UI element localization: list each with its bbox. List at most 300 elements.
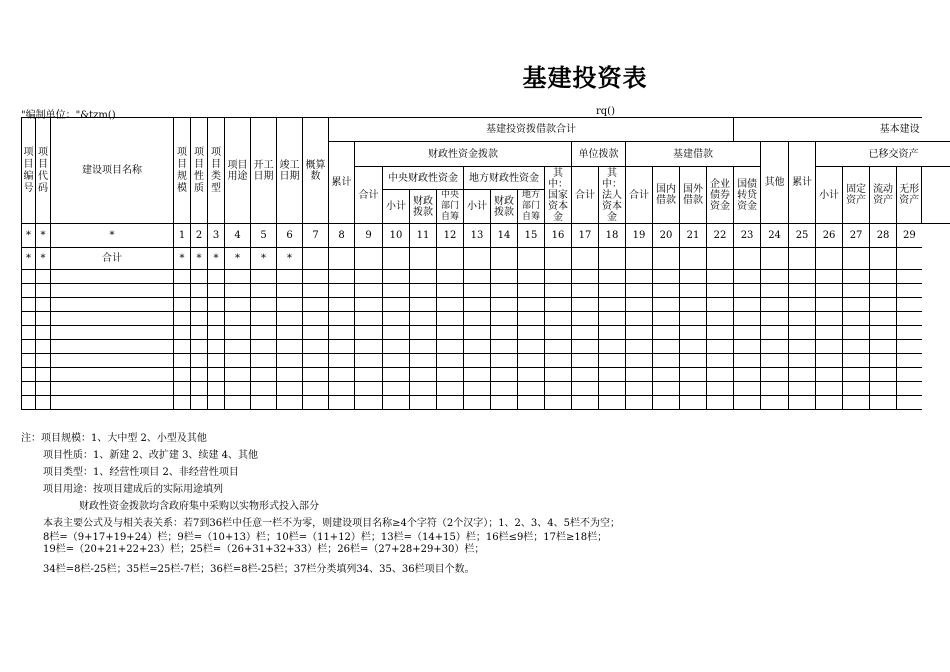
total-cell[interactable] xyxy=(329,248,355,270)
total-cell[interactable] xyxy=(680,248,707,270)
data-cell[interactable] xyxy=(734,298,761,312)
data-cell[interactable] xyxy=(816,382,843,396)
data-cell[interactable] xyxy=(36,298,51,312)
data-cell[interactable] xyxy=(870,368,897,382)
data-cell[interactable] xyxy=(572,298,599,312)
total-cell[interactable]: * xyxy=(191,248,208,270)
data-cell[interactable] xyxy=(191,354,208,368)
data-cell[interactable] xyxy=(225,340,251,354)
data-cell[interactable] xyxy=(22,270,36,284)
data-cell[interactable] xyxy=(518,312,545,326)
data-cell[interactable] xyxy=(789,312,816,326)
data-cell[interactable] xyxy=(870,326,897,340)
total-cell[interactable]: * xyxy=(277,248,303,270)
data-cell[interactable] xyxy=(277,368,303,382)
data-cell[interactable] xyxy=(329,312,355,326)
data-cell[interactable] xyxy=(518,270,545,284)
data-cell[interactable] xyxy=(734,270,761,284)
data-cell[interactable] xyxy=(572,326,599,340)
data-cell[interactable] xyxy=(707,382,734,396)
data-cell[interactable] xyxy=(816,396,843,410)
data-cell[interactable] xyxy=(491,382,518,396)
data-cell[interactable] xyxy=(789,270,816,284)
data-cell[interactable] xyxy=(410,396,437,410)
data-cell[interactable] xyxy=(36,368,51,382)
data-cell[interactable] xyxy=(707,312,734,326)
data-cell[interactable] xyxy=(225,396,251,410)
data-cell[interactable] xyxy=(410,354,437,368)
data-cell[interactable] xyxy=(599,298,626,312)
data-cell[interactable] xyxy=(277,298,303,312)
data-cell[interactable] xyxy=(383,396,410,410)
data-cell[interactable] xyxy=(789,382,816,396)
data-cell[interactable] xyxy=(174,298,191,312)
data-cell[interactable] xyxy=(653,354,680,368)
total-cell[interactable] xyxy=(843,248,870,270)
total-cell[interactable] xyxy=(355,248,383,270)
data-cell[interactable] xyxy=(897,270,922,284)
data-cell[interactable] xyxy=(518,396,545,410)
data-cell[interactable] xyxy=(761,284,789,298)
data-cell[interactable] xyxy=(734,354,761,368)
data-cell[interactable] xyxy=(843,396,870,410)
data-cell[interactable] xyxy=(789,396,816,410)
data-cell[interactable] xyxy=(572,312,599,326)
total-cell[interactable] xyxy=(816,248,843,270)
data-cell[interactable] xyxy=(518,326,545,340)
data-cell[interactable] xyxy=(36,382,51,396)
data-cell[interactable] xyxy=(491,270,518,284)
total-cell[interactable] xyxy=(761,248,789,270)
data-cell[interactable] xyxy=(174,396,191,410)
total-cell[interactable] xyxy=(303,248,329,270)
data-cell[interactable] xyxy=(329,326,355,340)
data-cell[interactable] xyxy=(51,396,174,410)
data-cell[interactable] xyxy=(518,368,545,382)
data-cell[interactable] xyxy=(491,298,518,312)
data-cell[interactable] xyxy=(225,270,251,284)
data-cell[interactable] xyxy=(51,326,174,340)
data-cell[interactable] xyxy=(761,354,789,368)
data-cell[interactable] xyxy=(251,270,277,284)
data-cell[interactable] xyxy=(437,354,464,368)
data-cell[interactable] xyxy=(870,340,897,354)
total-cell[interactable] xyxy=(734,248,761,270)
data-cell[interactable] xyxy=(410,368,437,382)
data-cell[interactable] xyxy=(36,340,51,354)
data-cell[interactable] xyxy=(491,396,518,410)
data-cell[interactable] xyxy=(897,396,922,410)
data-cell[interactable] xyxy=(277,326,303,340)
data-cell[interactable] xyxy=(599,340,626,354)
data-cell[interactable] xyxy=(680,284,707,298)
data-cell[interactable] xyxy=(897,340,922,354)
data-cell[interactable] xyxy=(383,298,410,312)
data-cell[interactable] xyxy=(410,312,437,326)
total-cell[interactable] xyxy=(653,248,680,270)
data-cell[interactable] xyxy=(789,284,816,298)
data-cell[interactable] xyxy=(843,270,870,284)
data-cell[interactable] xyxy=(355,396,383,410)
data-cell[interactable] xyxy=(277,382,303,396)
data-cell[interactable] xyxy=(680,312,707,326)
data-cell[interactable] xyxy=(626,368,653,382)
data-cell[interactable] xyxy=(572,368,599,382)
data-cell[interactable] xyxy=(761,326,789,340)
data-cell[interactable] xyxy=(761,312,789,326)
data-cell[interactable] xyxy=(653,284,680,298)
data-cell[interactable] xyxy=(251,298,277,312)
data-cell[interactable] xyxy=(36,312,51,326)
data-cell[interactable] xyxy=(707,270,734,284)
data-cell[interactable] xyxy=(225,368,251,382)
data-cell[interactable] xyxy=(174,284,191,298)
data-cell[interactable] xyxy=(491,368,518,382)
data-cell[interactable] xyxy=(383,354,410,368)
data-cell[interactable] xyxy=(225,298,251,312)
data-cell[interactable] xyxy=(843,326,870,340)
data-cell[interactable] xyxy=(355,368,383,382)
data-cell[interactable] xyxy=(572,354,599,368)
data-cell[interactable] xyxy=(251,326,277,340)
total-cell[interactable]: * xyxy=(251,248,277,270)
data-cell[interactable] xyxy=(191,284,208,298)
data-cell[interactable] xyxy=(897,284,922,298)
data-cell[interactable] xyxy=(329,368,355,382)
data-cell[interactable] xyxy=(545,270,572,284)
data-cell[interactable] xyxy=(816,284,843,298)
data-cell[interactable] xyxy=(277,284,303,298)
total-cell[interactable] xyxy=(383,248,410,270)
data-cell[interactable] xyxy=(626,312,653,326)
data-cell[interactable] xyxy=(437,326,464,340)
data-cell[interactable] xyxy=(816,340,843,354)
data-cell[interactable] xyxy=(437,368,464,382)
data-cell[interactable] xyxy=(653,368,680,382)
data-cell[interactable] xyxy=(329,270,355,284)
data-cell[interactable] xyxy=(208,396,225,410)
data-cell[interactable] xyxy=(707,340,734,354)
data-cell[interactable] xyxy=(653,396,680,410)
data-cell[interactable] xyxy=(653,340,680,354)
data-cell[interactable] xyxy=(870,298,897,312)
total-cell[interactable] xyxy=(572,248,599,270)
data-cell[interactable] xyxy=(191,382,208,396)
data-cell[interactable] xyxy=(545,284,572,298)
data-cell[interactable] xyxy=(653,382,680,396)
data-cell[interactable] xyxy=(251,368,277,382)
data-cell[interactable] xyxy=(843,298,870,312)
data-cell[interactable] xyxy=(545,340,572,354)
data-cell[interactable] xyxy=(464,354,491,368)
data-cell[interactable] xyxy=(870,270,897,284)
data-cell[interactable] xyxy=(51,284,174,298)
data-cell[interactable] xyxy=(225,382,251,396)
data-cell[interactable] xyxy=(437,382,464,396)
total-cell[interactable] xyxy=(897,248,922,270)
data-cell[interactable] xyxy=(599,368,626,382)
data-cell[interactable] xyxy=(761,298,789,312)
data-cell[interactable] xyxy=(329,382,355,396)
data-cell[interactable] xyxy=(626,340,653,354)
data-cell[interactable] xyxy=(208,270,225,284)
data-cell[interactable] xyxy=(734,382,761,396)
data-cell[interactable] xyxy=(191,312,208,326)
data-cell[interactable] xyxy=(680,368,707,382)
data-cell[interactable] xyxy=(225,312,251,326)
data-cell[interactable] xyxy=(653,326,680,340)
total-cell[interactable]: * xyxy=(36,248,51,270)
data-cell[interactable] xyxy=(36,270,51,284)
data-cell[interactable] xyxy=(174,270,191,284)
data-cell[interactable] xyxy=(383,270,410,284)
data-cell[interactable] xyxy=(843,312,870,326)
data-cell[interactable] xyxy=(329,396,355,410)
data-cell[interactable] xyxy=(464,298,491,312)
data-cell[interactable] xyxy=(277,396,303,410)
total-cell[interactable] xyxy=(545,248,572,270)
data-cell[interactable] xyxy=(599,354,626,368)
data-cell[interactable] xyxy=(545,298,572,312)
data-cell[interactable] xyxy=(383,326,410,340)
data-cell[interactable] xyxy=(626,382,653,396)
data-cell[interactable] xyxy=(355,326,383,340)
data-cell[interactable] xyxy=(761,382,789,396)
data-cell[interactable] xyxy=(22,326,36,340)
data-cell[interactable] xyxy=(599,326,626,340)
data-cell[interactable] xyxy=(251,340,277,354)
data-cell[interactable] xyxy=(789,340,816,354)
data-cell[interactable] xyxy=(437,270,464,284)
data-cell[interactable] xyxy=(36,326,51,340)
data-cell[interactable] xyxy=(843,354,870,368)
data-cell[interactable] xyxy=(707,298,734,312)
data-cell[interactable] xyxy=(491,354,518,368)
data-cell[interactable] xyxy=(707,396,734,410)
data-cell[interactable] xyxy=(355,270,383,284)
data-cell[interactable] xyxy=(355,340,383,354)
data-cell[interactable] xyxy=(653,270,680,284)
data-cell[interactable] xyxy=(518,284,545,298)
data-cell[interactable] xyxy=(680,354,707,368)
data-cell[interactable] xyxy=(464,284,491,298)
total-cell[interactable] xyxy=(707,248,734,270)
data-cell[interactable] xyxy=(464,270,491,284)
data-cell[interactable] xyxy=(599,396,626,410)
total-cell[interactable] xyxy=(437,248,464,270)
data-cell[interactable] xyxy=(870,312,897,326)
data-cell[interactable] xyxy=(303,396,329,410)
data-cell[interactable] xyxy=(383,340,410,354)
data-cell[interactable] xyxy=(36,396,51,410)
data-cell[interactable] xyxy=(410,382,437,396)
data-cell[interactable] xyxy=(208,312,225,326)
data-cell[interactable] xyxy=(464,340,491,354)
data-cell[interactable] xyxy=(680,396,707,410)
data-cell[interactable] xyxy=(843,368,870,382)
data-cell[interactable] xyxy=(464,312,491,326)
data-cell[interactable] xyxy=(410,326,437,340)
data-cell[interactable] xyxy=(191,340,208,354)
data-cell[interactable] xyxy=(437,312,464,326)
data-cell[interactable] xyxy=(191,326,208,340)
total-cell[interactable] xyxy=(789,248,816,270)
data-cell[interactable] xyxy=(897,326,922,340)
data-cell[interactable] xyxy=(174,326,191,340)
data-cell[interactable] xyxy=(51,354,174,368)
data-cell[interactable] xyxy=(277,340,303,354)
data-cell[interactable] xyxy=(680,326,707,340)
data-cell[interactable] xyxy=(545,354,572,368)
data-cell[interactable] xyxy=(761,270,789,284)
data-cell[interactable] xyxy=(303,354,329,368)
total-cell[interactable]: * xyxy=(208,248,225,270)
data-cell[interactable] xyxy=(734,326,761,340)
data-cell[interactable] xyxy=(22,396,36,410)
data-cell[interactable] xyxy=(870,382,897,396)
data-cell[interactable] xyxy=(303,368,329,382)
data-cell[interactable] xyxy=(545,312,572,326)
data-cell[interactable] xyxy=(191,298,208,312)
data-cell[interactable] xyxy=(816,326,843,340)
data-cell[interactable] xyxy=(816,354,843,368)
data-cell[interactable] xyxy=(491,326,518,340)
data-cell[interactable] xyxy=(680,270,707,284)
data-cell[interactable] xyxy=(355,354,383,368)
data-cell[interactable] xyxy=(734,284,761,298)
data-cell[interactable] xyxy=(51,340,174,354)
data-cell[interactable] xyxy=(518,340,545,354)
data-cell[interactable] xyxy=(897,368,922,382)
data-cell[interactable] xyxy=(518,382,545,396)
data-cell[interactable] xyxy=(303,298,329,312)
data-cell[interactable] xyxy=(789,354,816,368)
data-cell[interactable] xyxy=(277,354,303,368)
data-cell[interactable] xyxy=(329,298,355,312)
data-cell[interactable] xyxy=(789,298,816,312)
data-cell[interactable] xyxy=(626,326,653,340)
data-cell[interactable] xyxy=(545,368,572,382)
data-cell[interactable] xyxy=(303,340,329,354)
data-cell[interactable] xyxy=(599,270,626,284)
total-cell[interactable]: * xyxy=(174,248,191,270)
data-cell[interactable] xyxy=(464,368,491,382)
data-cell[interactable] xyxy=(251,354,277,368)
data-cell[interactable] xyxy=(51,382,174,396)
total-cell[interactable] xyxy=(599,248,626,270)
data-cell[interactable] xyxy=(464,326,491,340)
data-cell[interactable] xyxy=(22,382,36,396)
data-cell[interactable] xyxy=(761,368,789,382)
data-cell[interactable] xyxy=(437,340,464,354)
data-cell[interactable] xyxy=(464,396,491,410)
data-cell[interactable] xyxy=(491,284,518,298)
data-cell[interactable] xyxy=(208,340,225,354)
data-cell[interactable] xyxy=(174,312,191,326)
data-cell[interactable] xyxy=(303,382,329,396)
data-cell[interactable] xyxy=(518,298,545,312)
data-cell[interactable] xyxy=(303,270,329,284)
data-cell[interactable] xyxy=(707,326,734,340)
total-cell[interactable] xyxy=(626,248,653,270)
data-cell[interactable] xyxy=(355,312,383,326)
data-cell[interactable] xyxy=(843,382,870,396)
data-cell[interactable] xyxy=(277,270,303,284)
total-cell[interactable]: * xyxy=(225,248,251,270)
data-cell[interactable] xyxy=(22,340,36,354)
data-cell[interactable] xyxy=(707,354,734,368)
data-cell[interactable] xyxy=(410,284,437,298)
data-cell[interactable] xyxy=(626,354,653,368)
data-cell[interactable] xyxy=(897,312,922,326)
data-cell[interactable] xyxy=(251,284,277,298)
data-cell[interactable] xyxy=(897,354,922,368)
data-cell[interactable] xyxy=(174,368,191,382)
data-cell[interactable] xyxy=(208,368,225,382)
data-cell[interactable] xyxy=(734,368,761,382)
data-cell[interactable] xyxy=(545,382,572,396)
data-cell[interactable] xyxy=(22,354,36,368)
data-cell[interactable] xyxy=(355,284,383,298)
data-cell[interactable] xyxy=(518,354,545,368)
data-cell[interactable] xyxy=(572,270,599,284)
data-cell[interactable] xyxy=(707,284,734,298)
data-cell[interactable] xyxy=(22,284,36,298)
data-cell[interactable] xyxy=(680,340,707,354)
data-cell[interactable] xyxy=(51,298,174,312)
data-cell[interactable] xyxy=(870,354,897,368)
data-cell[interactable] xyxy=(816,368,843,382)
data-cell[interactable] xyxy=(545,326,572,340)
data-cell[interactable] xyxy=(599,382,626,396)
data-cell[interactable] xyxy=(208,298,225,312)
data-cell[interactable] xyxy=(383,382,410,396)
data-cell[interactable] xyxy=(191,396,208,410)
data-cell[interactable] xyxy=(572,340,599,354)
data-cell[interactable] xyxy=(626,284,653,298)
data-cell[interactable] xyxy=(464,382,491,396)
data-cell[interactable] xyxy=(491,340,518,354)
data-cell[interactable] xyxy=(208,284,225,298)
data-cell[interactable] xyxy=(734,312,761,326)
total-cell[interactable]: * xyxy=(22,248,36,270)
data-cell[interactable] xyxy=(816,270,843,284)
total-cell[interactable] xyxy=(518,248,545,270)
data-cell[interactable] xyxy=(225,326,251,340)
data-cell[interactable] xyxy=(545,396,572,410)
data-cell[interactable] xyxy=(303,326,329,340)
data-cell[interactable] xyxy=(174,382,191,396)
data-cell[interactable] xyxy=(174,340,191,354)
data-cell[interactable] xyxy=(653,312,680,326)
data-cell[interactable] xyxy=(383,368,410,382)
data-cell[interactable] xyxy=(174,354,191,368)
data-cell[interactable] xyxy=(355,298,383,312)
data-cell[interactable] xyxy=(870,396,897,410)
data-cell[interactable] xyxy=(383,284,410,298)
data-cell[interactable] xyxy=(572,284,599,298)
data-cell[interactable] xyxy=(572,382,599,396)
data-cell[interactable] xyxy=(251,382,277,396)
data-cell[interactable] xyxy=(626,396,653,410)
data-cell[interactable] xyxy=(870,284,897,298)
data-cell[interactable] xyxy=(707,368,734,382)
data-cell[interactable] xyxy=(410,340,437,354)
total-cell[interactable]: 合计 xyxy=(51,248,174,270)
data-cell[interactable] xyxy=(897,298,922,312)
data-cell[interactable] xyxy=(355,382,383,396)
data-cell[interactable] xyxy=(303,284,329,298)
